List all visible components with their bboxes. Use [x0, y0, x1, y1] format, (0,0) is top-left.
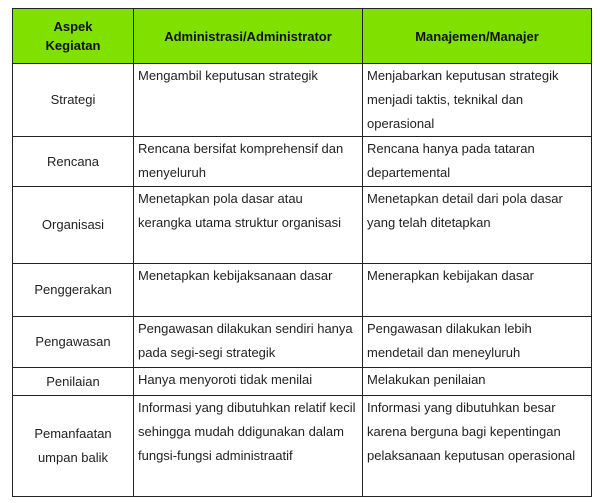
- table-row: [13, 137, 592, 187]
- cell-admin: Pengawasan dilakukan sendiri hanya pada segi-segi strategik: [134, 317, 363, 368]
- header-manajemen: Manajemen/Manajer: [363, 9, 592, 64]
- table-row: [13, 368, 592, 396]
- header-row: [13, 9, 592, 64]
- cell-aspek: Organisasi: [13, 187, 134, 264]
- cell-aspek: Strategi: [13, 64, 134, 137]
- cell-aspek: Pengawasan: [13, 317, 134, 368]
- cell-admin: Informasi yang dibutuhkan relatif kecil sehingga mudah ddigunakan dalam fungsi-fungsi administraatif: [134, 396, 363, 497]
- cell-manajemen: Rencana hanya pada tataran departemental: [363, 137, 592, 187]
- cell-admin: Mengambil keputusan strategik: [134, 64, 363, 137]
- cell-admin: Menetapkan pola dasar atau kerangka utama struktur organisasi: [134, 187, 363, 264]
- cell-aspek: Penggerakan: [13, 264, 134, 317]
- cell-manajemen: Informasi yang dibutuhkan besar karena berguna bagi kepentingan pelaksanaan keputusan operasional: [363, 396, 592, 497]
- cell-admin: Menetapkan kebijaksanaan dasar: [134, 264, 363, 317]
- table-row: [13, 64, 592, 137]
- table-row: [13, 187, 592, 264]
- cell-aspek: Pemanfaatan umpan balik: [13, 396, 134, 497]
- table-row: [13, 396, 592, 497]
- comparison-table: [12, 8, 592, 497]
- cell-aspek: Penilaian: [13, 368, 134, 396]
- header-aspek: Aspek Kegiatan: [13, 9, 134, 64]
- cell-manajemen: Menerapkan kebijakan dasar: [363, 264, 592, 317]
- cell-aspek: Rencana: [13, 137, 134, 187]
- table-row: [13, 264, 592, 317]
- cell-manajemen: Menetapkan detail dari pola dasar yang telah ditetapkan: [363, 187, 592, 264]
- cell-admin: Rencana bersifat komprehensif dan menyeluruh: [134, 137, 363, 187]
- cell-admin: Hanya menyoroti tidak menilai: [134, 368, 363, 396]
- header-admin: Administrasi/Administrator: [134, 9, 363, 64]
- cell-manajemen: Pengawasan dilakukan lebih mendetail dan meneyluruh: [363, 317, 592, 368]
- table-row: [13, 317, 592, 368]
- cell-manajemen: Melakukan penilaian: [363, 368, 592, 396]
- cell-manajemen: Menjabarkan keputusan strategik menjadi taktis, teknikal dan operasional: [363, 64, 592, 137]
